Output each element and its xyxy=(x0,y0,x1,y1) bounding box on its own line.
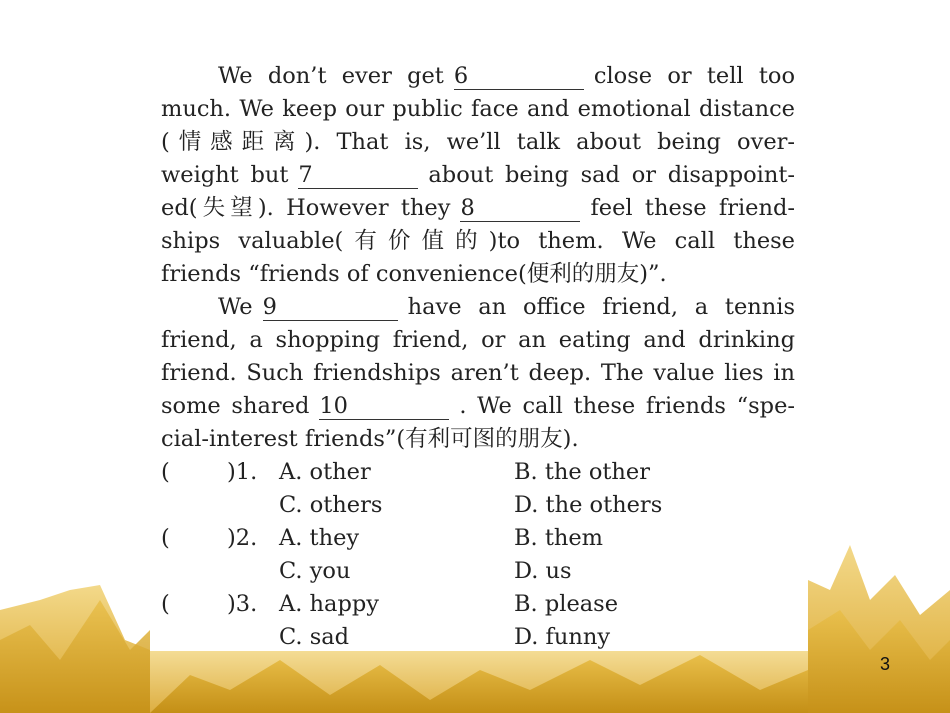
passage-line: We don’t ever get 6 close or tell too xyxy=(218,63,795,89)
passage-line: friend. Such friendships aren’t deep. The value lies in xyxy=(161,360,795,386)
paragraph-2 xyxy=(161,291,795,456)
option-c: C. sad xyxy=(279,624,350,650)
option-d: D. the others xyxy=(514,492,663,518)
option-d: D. us xyxy=(514,558,572,584)
passage-line: some shared 10 . We call these friends “spe- xyxy=(161,393,795,419)
question-row: ( )1. A. other B. the other xyxy=(161,456,795,489)
passage-text xyxy=(161,60,795,654)
blank-8: 8 xyxy=(460,195,580,222)
passage-line: ed(失望). However they 8 feel these friend- xyxy=(161,195,795,221)
passage-line: We 9 have an office friend, a tennis xyxy=(218,294,795,320)
question-row xyxy=(161,555,795,588)
passage-line: cial-interest friends”(有利可图的朋友). xyxy=(161,426,579,452)
page-number: 3 xyxy=(880,654,891,674)
passage-line: (情感距离). That is, we’ll talk about being over- xyxy=(161,129,795,155)
question-2 xyxy=(161,522,795,588)
option-a: A. happy xyxy=(279,591,379,617)
option-b: B. please xyxy=(514,591,619,617)
blank-6: 6 xyxy=(454,63,584,90)
option-c: C. you xyxy=(279,558,351,584)
question-row: ( )2. A. they B. them xyxy=(161,522,795,555)
question-row: ( )3. A. happy B. please xyxy=(161,588,795,621)
option-b: B. the other xyxy=(514,459,650,485)
blank-10: 10 xyxy=(319,393,449,420)
passage-line: weight but 7 about being sad or disappoint- xyxy=(161,162,795,188)
blank-9: 9 xyxy=(263,294,398,321)
question-1 xyxy=(161,456,795,522)
blank-7: 7 xyxy=(298,162,418,189)
passage-line: ships valuable(有价值的)to them. We call these xyxy=(161,228,795,254)
paragraph-1 xyxy=(161,60,795,291)
question-row xyxy=(161,621,795,654)
option-a: A. other xyxy=(279,459,371,485)
option-a: A. they xyxy=(279,525,360,551)
passage-line: friends “friends of convenience(便利的朋友)”. xyxy=(161,261,667,287)
passage-line: friend, a shopping friend, or an eating and drinking xyxy=(161,327,795,353)
question-3 xyxy=(161,588,795,654)
option-b: B. them xyxy=(514,525,604,551)
option-d: D. funny xyxy=(514,624,611,650)
passage-line: much. We keep our public face and emotional distance xyxy=(161,96,795,122)
option-c: C. others xyxy=(279,492,383,518)
question-row xyxy=(161,489,795,522)
